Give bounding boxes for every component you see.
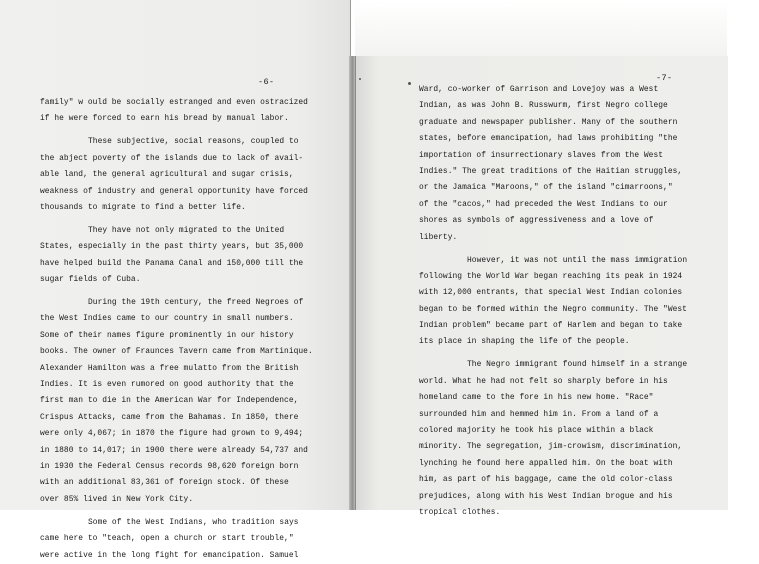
right-page-text-line: with 12,000 entrants, that special West Indian colonies: [419, 288, 683, 298]
left-page-number: -6-: [258, 77, 275, 87]
left-page-text-line: books. The owner of Fraunces Tavern came from Martinique.: [40, 347, 313, 357]
left-page-text-line: sugar fields of Cuba.: [40, 275, 141, 285]
left-page-text-line: They have not only migrated to the United: [88, 225, 285, 235]
right-page-text-line: minority. The segregation, jim-crowism, discrimination,: [419, 442, 683, 452]
left-page-text-line: Alexander Hamilton was a free mulatto from the British: [40, 363, 299, 373]
left-page-text-line: able land, the general agricultural and sugar crisis,: [40, 170, 294, 180]
left-page-text-line: came here to "teach, open a church or start trouble,": [40, 534, 294, 544]
paragraph-gap: [40, 288, 313, 295]
left-page-text-line: These subjective, social reasons, coupled to: [88, 137, 299, 147]
left-page-text-line: in 1880 to 14,017; in 1900 there were already 54,737 and: [40, 445, 308, 455]
right-page-text-line: Indies." The great traditions of the Haitian struggles,: [419, 166, 683, 176]
right-page-text-line: following the World War began reaching its peak in 1924: [419, 271, 683, 281]
left-page-body: [40, 95, 313, 564]
right-page-text-line: its place in shaping the life of the people.: [419, 337, 630, 347]
right-page-text-line: homeland came to the fore in his new home. "Race": [419, 393, 654, 403]
left-page-text-line: thousands to migrate to find a better life.: [40, 202, 246, 212]
right-page-text-line: shores as symbols of aggressiveness and a love of: [419, 216, 654, 226]
right-page-text-line: Ward, co-worker of Garrison and Lovejoy was a West: [419, 85, 659, 94]
paragraph-gap: [419, 246, 687, 253]
right-page-text-line: colored majority he took his place within a black: [419, 426, 654, 435]
right-page-text-line: began to be formed within the Negro community. The "West: [419, 304, 687, 314]
left-page-text-line: Some of the West Indians, who tradition says: [88, 517, 299, 527]
left-page-text-line: the West Indies came to our country in small numbers.: [40, 314, 294, 324]
right-page-text-line: liberty.: [419, 232, 458, 242]
right-page-text-line: However, it was not until the mass immigration: [467, 255, 688, 265]
left-page-text-line: were only 4,067; in 1870 the figure had grown to 9,494;: [40, 429, 304, 439]
left-page: [0, 0, 351, 560]
right-page-text-line: prejudices, along with his West Indian brogue and his: [419, 491, 673, 501]
right-page-number: -7-: [656, 73, 673, 83]
left-page-text-line: Crispus Attacks, came from the Bahamas. In 1850, there: [40, 412, 299, 422]
left-page-text-line: the abject poverty of the islands due to lack of avail-: [40, 153, 304, 163]
right-page-text-line: of the "cacos," had preceded the West Indians to our: [419, 199, 668, 209]
paragraph-gap: [40, 508, 313, 515]
right-page-text-line: surrounded him and hemmed him in. From a land of a: [419, 409, 659, 419]
left-page-text-line: family" w ould be socially estranged and even ostracized: [40, 98, 308, 107]
right-page-text-line: importation of insurrectionary slaves from the West: [419, 150, 664, 160]
left-page-text-line: Some of their names figure prominently in our history: [40, 330, 294, 340]
right-page-text-line: The Negro immigrant found himself in a strange: [467, 360, 688, 370]
right-page-body: [419, 82, 687, 521]
left-page-text-line: in 1930 the Federal Census records 98,620 foreign born: [40, 461, 299, 471]
left-page-text-line: Indies. It is even rumored on good authority that the: [40, 380, 294, 390]
paragraph-gap: [40, 216, 313, 223]
left-page-text-line: weakness of industry and general opportunity have forced: [40, 186, 308, 196]
right-page-top-edge: [355, 0, 727, 56]
right-page-text-line: lynching he found here appalled him. On the boat with: [419, 458, 673, 468]
left-page-text-line: During the 19th century, the freed Negroes of: [88, 298, 304, 308]
paragraph-gap: [419, 351, 687, 358]
left-page-text-line: States, especially in the past thirty years, but 35,000: [40, 242, 304, 252]
right-page-text-line: tropical clothes.: [419, 507, 501, 517]
left-page-text-line: over 85% lived in New York City.: [40, 494, 194, 504]
paragraph-gap: [40, 128, 313, 135]
right-page-text-line: Indian, as was John B. Russwurm, first Negro college: [419, 101, 668, 111]
right-page-text-line: graduate and newspaper publisher. Many of the southern: [419, 117, 678, 127]
right-page-text-line: him, as part of his baggage, came the old color-class: [419, 475, 673, 485]
ink-speck: [408, 82, 411, 85]
right-page: [355, 56, 728, 517]
left-page-text-line: first man to die in the American War for Independence,: [40, 396, 299, 406]
left-page-text-line: have helped build the Panama Canal and 150,000 till the: [40, 258, 304, 268]
right-page-text-line: Indian problem" became part of Harlem and began to take: [419, 321, 683, 331]
right-page-text-line: or the Jamaica "Maroons," of the island "cimarroons,": [419, 183, 673, 193]
ink-speck: [359, 78, 361, 80]
left-page-text-line: were active in the long fight for emancipation. Samuel: [40, 550, 299, 560]
right-page-text-line: states, before emancipation, had laws prohibiting "the: [419, 134, 678, 144]
left-page-text-line: if he were forced to earn his bread by manual labor.: [40, 114, 289, 124]
left-page-text-line: with an additional 83,361 of foreign stock. Of these: [40, 478, 289, 488]
right-page-text-line: world. What he had not felt so sharply before in his: [419, 376, 668, 386]
